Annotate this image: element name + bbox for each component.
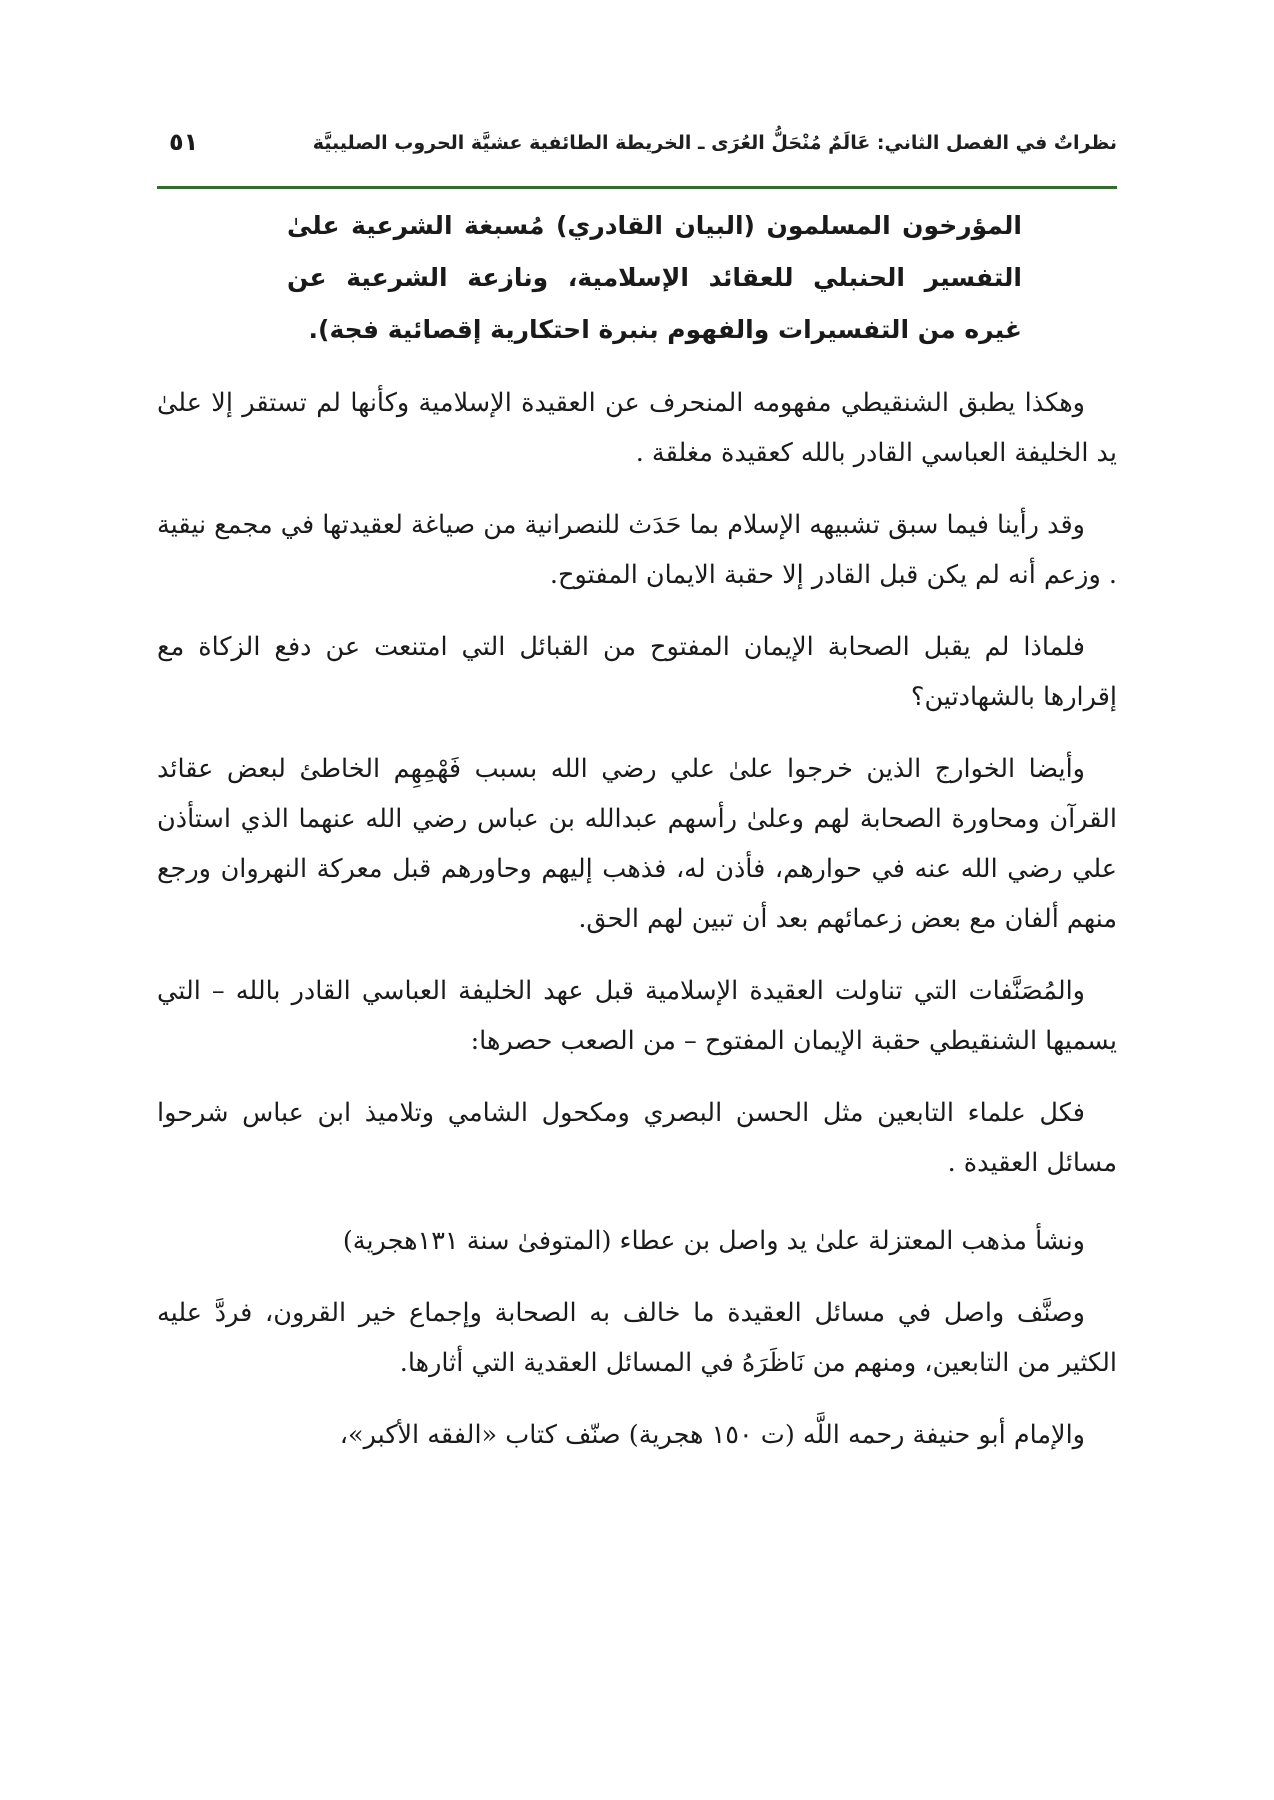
paragraph: والإمام أبو حنيفة رحمه اللَّه (ت ١٥٠ هجرية) صنّف كتاب «الفقه الأكبر»، <box>339 1420 1085 1450</box>
paragraph: ونشأ مذهب المعتزلة علىٰ يد واصل بن عطاء (المتوفىٰ سنة ١٣١هجرية) <box>342 1226 1085 1256</box>
page-number: ٥١ <box>169 128 199 156</box>
running-title: نظراتٌ في الفصل الثاني: عَالَمٌ مُنْحَلُّ العُرَى ـ الخريطة الطائفية عشيَّة الحروب الصليبيَّة <box>312 132 1117 154</box>
paragraph: فكل علماء التابعين مثل الحسن البصري ومكحول الشامي وتلاميذ ابن عباس شرحوا مسائل العقيدة . <box>157 1098 1117 1178</box>
paragraph: والمُصَنَّفات التي تناولت العقيدة الإسلامية قبل عهد الخليفة العباسي القادر بالله – التي يسميها الشنقيطي حقبة الإيمان المفتوح – من الصعب حصرها: <box>157 976 1117 1056</box>
running-header <box>157 128 1117 168</box>
paragraph: وأيضا الخوارج الذين خرجوا علىٰ علي رضي الله بسبب فَهْمِهِم الخاطئ لبعض عقائد القرآن ومحاورة الصحابة لهم وعلىٰ رأسهم عبدالله بن عباس رضي الله عنهما الذي استأذن علي رضي الله عنه في حوارهم، فأذن له، فذهب إليهم وحاورهم قبل معركة النهروان ورجع منهم ألفان مع بعض زعمائهم بعد أن تبين لهم الحق. <box>157 754 1117 934</box>
paragraph: وقد رأينا فيما سبق تشبيهه الإسلام بما حَدَث للنصرانية من صياغة لعقيدتها في مجمع نيقية . وزعم أنه لم يكن قبل القادر إلا حقبة الايمان المفتوح. <box>157 510 1117 590</box>
block-quote: المؤرخون المسلمون (البيان القادري) مُسبغة الشرعية علىٰ التفسير الحنبلي للعقائد الإسلامية، ونازعة الشرعية عن غيره من التفسيرات والفهوم بنبرة احتكارية إقصائية فجة). <box>287 211 1022 344</box>
body-text <box>157 200 1117 1460</box>
paragraph: وهكذا يطبق الشنقيطي مفهومه المنحرف عن العقيدة الإسلامية وكأنها لم تستقر إلا علىٰ يد الخليفة العباسي القادر بالله كعقيدة مغلقة . <box>157 388 1117 468</box>
paragraph: وصنَّف واصل في مسائل العقيدة ما خالف به الصحابة وإجماع خير القرون، فردَّ عليه الكثير من التابعين، ومنهم من نَاظَرَهُ في المسائل العقدية التي أثارها. <box>157 1298 1117 1378</box>
paragraph: فلماذا لم يقبل الصحابة الإيمان المفتوح من القبائل التي امتنعت عن دفع الزكاة مع إقرارها بالشهادتين؟ <box>157 632 1117 712</box>
header-rule <box>157 186 1117 189</box>
